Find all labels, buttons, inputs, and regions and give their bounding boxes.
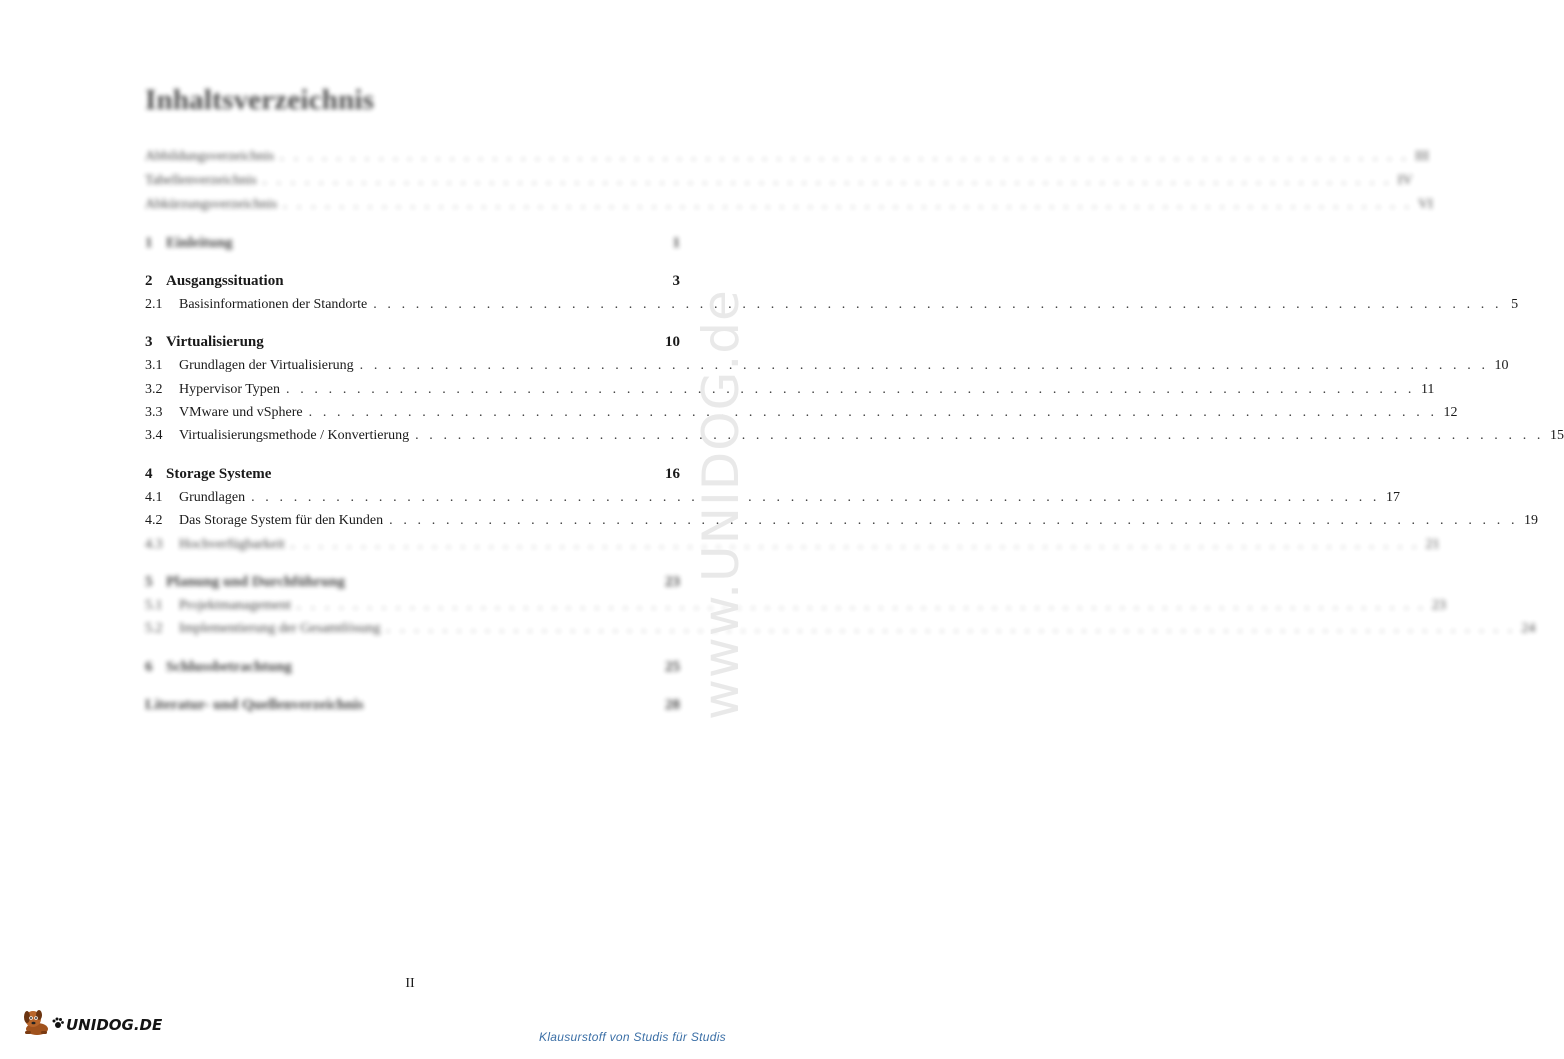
toc-leader-dots: . . . . . . . . . . . . . . . . . . . . . . . . . . . . . . . . . . . . . . . . . . . . . . . . . . . . . . . . . . . . . . . . . . . . . . . . . . . . . . . . [251,490,1380,505]
toc-chapter[interactable] [145,234,680,252]
toc-leader-dots: . . . . . . . . . . . . . . . . . . . . . . . . . . . . . . . . . . . . . . . . . . . . . . . . . . . . . . . . . . . . . . . . . . . . . . . . . . . . . . . . [296,598,1426,613]
toc-number: 5.2 [145,621,163,636]
toc-section[interactable] [145,427,1564,445]
toc-page-number: 17 [1386,490,1400,505]
toc-number: 4.1 [145,490,163,505]
toc-page-number: IV [1397,173,1413,188]
toc-page-number: 3 [672,273,680,289]
toc-number: 4.2 [145,513,163,528]
page-title: Inhaltsverzeichnis [145,84,375,116]
toc-leader-dots: . . . . . . . . . . . . . . . . . . . . . . . . . . . . . . . . . . . . . . . . . . . . . . . . . . . . . . . . . . . . . . . . . . . . . . . . . . . . . . . . [386,621,1516,636]
toc-page-number: 21 [1425,537,1440,552]
toc-label: VMware und vSphere [179,405,303,420]
toc-label: Ausgangssituation [166,273,284,289]
toc-number: 4.3 [145,537,163,552]
toc-chapter[interactable] [145,658,680,676]
toc-section[interactable] [145,536,1440,554]
toc-leader-dots: . . . . . . . . . . . . . . . . . . . . . . . . . . . . . . . . . . . . . . . . . . . . . . . . . . . . . . . . . . . . . . . . . . . . . . . . . . . . . . . . [262,173,1392,188]
toc-page-number: 19 [1524,513,1539,528]
toc-number: 5.1 [145,598,163,613]
toc-leader-dots: . . . . . . . . . . . . . . . . . . . . . . . . . . . . . . . . . . . . . . . . . . . . . . . . . . . . . . . . . . . . . . . . . . . . . . . . . . . . . . . . [389,513,1519,528]
toc-page-number: 23 [1431,598,1446,613]
toc-label: Schlussbetrachtung [166,659,292,675]
toc-chapter[interactable] [145,465,680,483]
toc-label: Das Storage System für den Kunden [179,513,384,528]
toc-section[interactable] [145,620,1536,638]
toc-label: Planung und Durchführung [166,574,345,590]
toc-leader-dots: . . . . . . . . . . . . . . . . . . . . . . . . . . . . . . . . . . . . . . . . . . . . . . . . . . . . . . . . . . . . . . . . . . . . . . . . . . . . . . . . [286,382,1415,397]
toc-number: 3.2 [145,382,163,397]
toc-page-number: III [1415,149,1429,164]
toc-number: 2 [145,273,153,289]
toc-leader-dots: . . . . . . . . . . . . . . . . . . . . . . . . . . . . . . . . . . . . . . . . . . . . . . . . . . . . . . . . . . . . . . . . . . . . . . . . . . . . . . . . [290,537,1420,552]
toc-section[interactable] [145,296,1519,314]
toc-section[interactable] [145,597,1446,615]
toc-number: 5 [145,574,153,590]
toc-page-number: VI [1418,197,1433,212]
toc-page-number: 25 [665,659,680,675]
toc-number: 3.1 [145,358,163,373]
toc-number: 1 [145,235,153,251]
toc-label: Implementierung der Gesamtlösung [179,621,381,636]
toc-section[interactable] [145,489,1400,507]
toc-page-number: 28 [665,697,680,713]
toc-label: Basisinformationen der Standorte [179,297,368,312]
toc-front-matter[interactable] [145,196,1433,214]
logo-text: UNIDOG.DE [66,1015,163,1034]
dog-mascot-icon [22,1008,52,1041]
toc-number: 6 [145,659,153,675]
toc-page-number: 10 [1494,358,1509,373]
toc-chapter[interactable] [145,333,680,351]
toc-leader-dots: . . . . . . . . . . . . . . . . . . . . . . . . . . . . . . . . . . . . . . . . . . . . . . . . . . . . . . . . . . . . . . . . . . . . . . . . . . . . . . . . [308,405,1438,420]
toc-number: 3.4 [145,428,163,443]
toc-leader-dots: . . . . . . . . . . . . . . . . . . . . . . . . . . . . . . . . . . . . . . . . . . . . . . . . . . . . . . . . . . . . . . . . . . . . . . . . . . . . . . . . [415,428,1545,443]
toc-label: Hochverfügbarkeit [179,537,285,552]
toc-label: Virtualisierungsmethode / Konvertierung [179,428,410,443]
toc-page-number: 5 [1511,297,1519,312]
toc-label: Storage Systeme [166,466,272,482]
toc-page-number: 24 [1521,621,1536,636]
page-number: II [405,976,415,991]
toc-label: Abbildungsverzeichnis [145,149,275,164]
toc-label: Projektmanagement [179,598,291,613]
toc-label: Hypervisor Typen [179,382,281,397]
toc-front-matter[interactable] [145,148,1429,166]
toc-page-number: 23 [665,574,680,590]
toc-section[interactable] [145,404,1458,422]
toc-label: Grundlagen der Virtualisierung [179,358,354,373]
toc-page-number: 12 [1443,405,1458,420]
toc-section[interactable] [145,512,1539,530]
toc-section[interactable] [145,357,1509,375]
toc-leader-dots: . . . . . . . . . . . . . . . . . . . . . . . . . . . . . . . . . . . . . . . . . . . . . . . . . . . . . . . . . . . . . . . . . . . . . . . . . . . . . . . . [280,149,1409,164]
toc-page-number: 16 [665,466,680,482]
toc-chapter[interactable] [145,573,680,591]
toc-label: Einleitung [166,235,233,251]
toc-label: Grundlagen [179,490,246,505]
toc-page-number: 1 [672,235,680,251]
toc-label: Abkürzungsverzeichnis [145,197,278,212]
toc-number: 3.3 [145,405,163,420]
toc-front-matter[interactable] [145,172,1413,190]
toc-label: Virtualisierung [166,334,264,350]
toc-page-number: 10 [665,334,680,350]
toc-number: 2.1 [145,297,163,312]
toc-leader-dots: . . . . . . . . . . . . . . . . . . . . . . . . . . . . . . . . . . . . . . . . . . . . . . . . . . . . . . . . . . . . . . . . . . . . . . . . . . . . . . . . [373,297,1503,312]
footer-tagline: Klausurstoff von Studis für Studis [539,1030,726,1044]
toc-number: 4 [145,466,153,482]
toc-label: Literatur- und Quellenverzeichnis [145,697,364,713]
watermark: www.UNIDOG.de [692,289,750,720]
toc-chapter[interactable] [145,696,680,714]
toc-leader-dots: . . . . . . . . . . . . . . . . . . . . . . . . . . . . . . . . . . . . . . . . . . . . . . . . . . . . . . . . . . . . . . . . . . . . . . . . . . . . . . . . [283,197,1413,212]
toc-chapter[interactable] [145,272,680,290]
unidog-logo[interactable] [22,1008,162,1041]
toc-label: Tabellenverzeichnis [145,173,257,188]
toc-number: 3 [145,334,153,350]
toc-page-number: 11 [1420,382,1435,397]
toc-leader-dots: . . . . . . . . . . . . . . . . . . . . . . . . . . . . . . . . . . . . . . . . . . . . . . . . . . . . . . . . . . . . . . . . . . . . . . . . . . . . . . . . [359,358,1489,373]
toc-page-number: 15 [1550,428,1564,443]
paw-icon [52,1016,64,1034]
toc-section[interactable] [145,381,1435,399]
